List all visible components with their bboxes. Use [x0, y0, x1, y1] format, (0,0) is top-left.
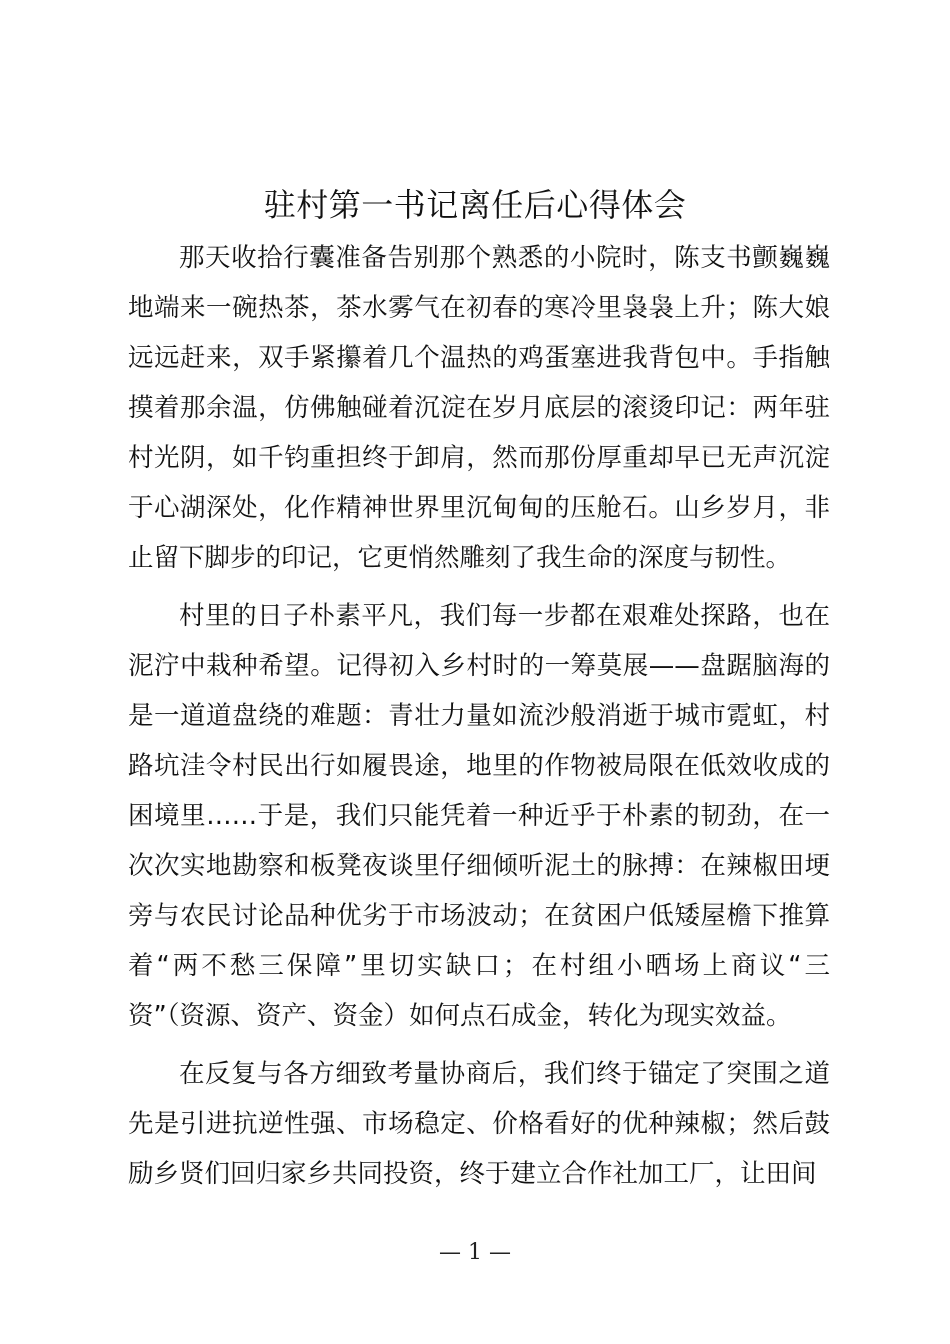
- paragraph-3: 在反复与各方细致考量协商后，我们终于锚定了突围之道先是引进抗逆性强、市场稳定、价格看好的优种辣椒；然后鼓励乡贤们回归家乡共同投资，终于建立合作社加工厂，让田间: [128, 1059, 830, 1189]
- document-body: [128, 233, 830, 1207]
- document-title: 驻村第一书记离任后心得体会: [263, 186, 687, 224]
- paragraph-2: 村里的日子朴素平凡，我们每一步都在艰难处探路，也在泥泞中栽种希望。记得初入乡村时的一筹莫展——盘踞脑海的是一道道盘绕的难题：青壮力量如流沙般消逝于城市霓虹，村路坑洼令村民出行如履畏途，地里的作物被局限在低效收成的困境里……于是，我们只能凭着一种近乎于朴素的韧劲，在一次次实地勘察和板凳夜谈里仔细倾听泥土的脉搏：在辣椒田埂旁与农民讨论品种优劣于市场波动；在贫困户低矮屋檐下推算着“两不愁三保障”里切实缺口；在村组小晒场上商议“三资”（资源、资产、资金）如何点石成金，转化为现实效益。: [128, 601, 830, 1031]
- page-number: — 1 —: [439, 1240, 511, 1265]
- paragraph-1: 那天收拾行囊准备告别那个熟悉的小院时，陈支书颤巍巍地端来一碗热茶，茶水雾气在初春的寒冷里袅袅上升；陈大娘远远赶来，双手紧攥着几个温热的鸡蛋塞进我背包中。手指触摸着那余温，仿佛触碰着沉淀在岁月底层的滚烫印记：两年驻村光阴，如千钧重担终于卸肩，然而那份厚重却早已无声沉淀于心湖深处，化作精神世界里沉甸甸的压舱石。山乡岁月，非止留下脚步的印记，它更悄然雕刻了我生命的深度与韧性。: [128, 243, 830, 573]
